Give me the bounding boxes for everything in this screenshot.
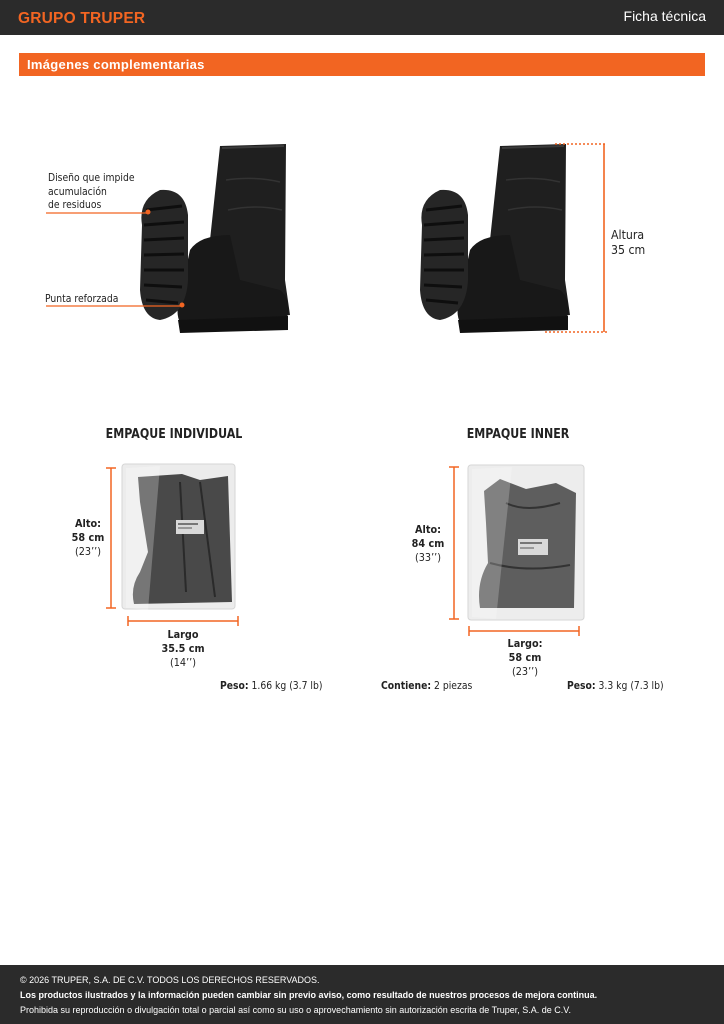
inner-largo-in: (23’’) (511, 665, 539, 678)
individual-height (65, 517, 111, 559)
inner-peso-label: Peso: (567, 680, 596, 692)
section-header-bar (19, 53, 705, 76)
individual-weight (220, 680, 322, 692)
height-label: Altura (611, 227, 645, 242)
individual-alto-label: Alto: (75, 517, 101, 530)
inner-dimension-lines (445, 462, 590, 642)
individual-largo-label: Largo (167, 628, 199, 641)
inner-largo-cm: 58 cm (508, 651, 542, 664)
inner-contiene-label: Contiene: (381, 680, 432, 692)
section-title: Imágenes complementarias (27, 57, 205, 72)
callout-design (48, 172, 135, 213)
individual-alto-cm: 58 cm (71, 531, 105, 544)
individual-largo-in: (14’’) (169, 656, 197, 669)
individual-package-heading: EMPAQUE INDIVIDUAL (105, 427, 243, 442)
height-dimension-line (545, 140, 615, 340)
individual-alto-in: (23’’) (74, 545, 102, 558)
individual-largo-cm: 35.5 cm (161, 642, 205, 655)
inner-peso-value: 3.3 kg (7.3 lb) (598, 680, 664, 692)
callout-design-line-2: acumulación (48, 185, 107, 198)
document-type: Ficha técnica (623, 8, 706, 24)
footer-copyright: © 2026 TRUPER, S.A. DE C.V. TODOS LOS DERECHOS RESERVADOS. (20, 975, 320, 985)
callout-design-line-1: Diseño que impide (48, 172, 135, 184)
inner-package-heading: EMPAQUE INNER (466, 427, 570, 442)
inner-weight (567, 680, 664, 692)
callout-toe: Punta reforzada (45, 293, 119, 305)
brand-logo: GRUPO TRUPER (18, 10, 146, 27)
inner-alto-in: (33’’) (414, 551, 442, 564)
footer (0, 965, 724, 1024)
inner-alto-cm: 84 cm (411, 537, 445, 550)
individual-peso-label: Peso: (220, 680, 249, 692)
height-callout (611, 227, 645, 257)
top-bar (0, 0, 724, 35)
callout-design-line-3: de residuos (48, 199, 102, 211)
footer-prohibition: Prohibida su reproducción o divulgación total o parcial así como su uso o aprovechamiento sin autorización escrita de Truper, S.A. de C.V. (20, 1005, 571, 1015)
inner-largo-label: Largo: (507, 637, 543, 650)
inner-contiene-value: 2 piezas (434, 680, 473, 692)
height-value: 35 cm (611, 242, 646, 257)
individual-length (152, 628, 214, 670)
individual-peso-value: 1.66 kg (3.7 lb) (251, 680, 323, 692)
individual-dimension-lines (100, 462, 245, 632)
inner-alto-label: Alto: (415, 523, 441, 536)
inner-length (494, 637, 556, 679)
footer-notice: Los productos ilustrados y la información pueden cambiar sin previo aviso, como resultado de nuestros procesos de mejora continua. (20, 990, 598, 1000)
inner-contents (381, 680, 472, 692)
inner-height (405, 523, 451, 565)
